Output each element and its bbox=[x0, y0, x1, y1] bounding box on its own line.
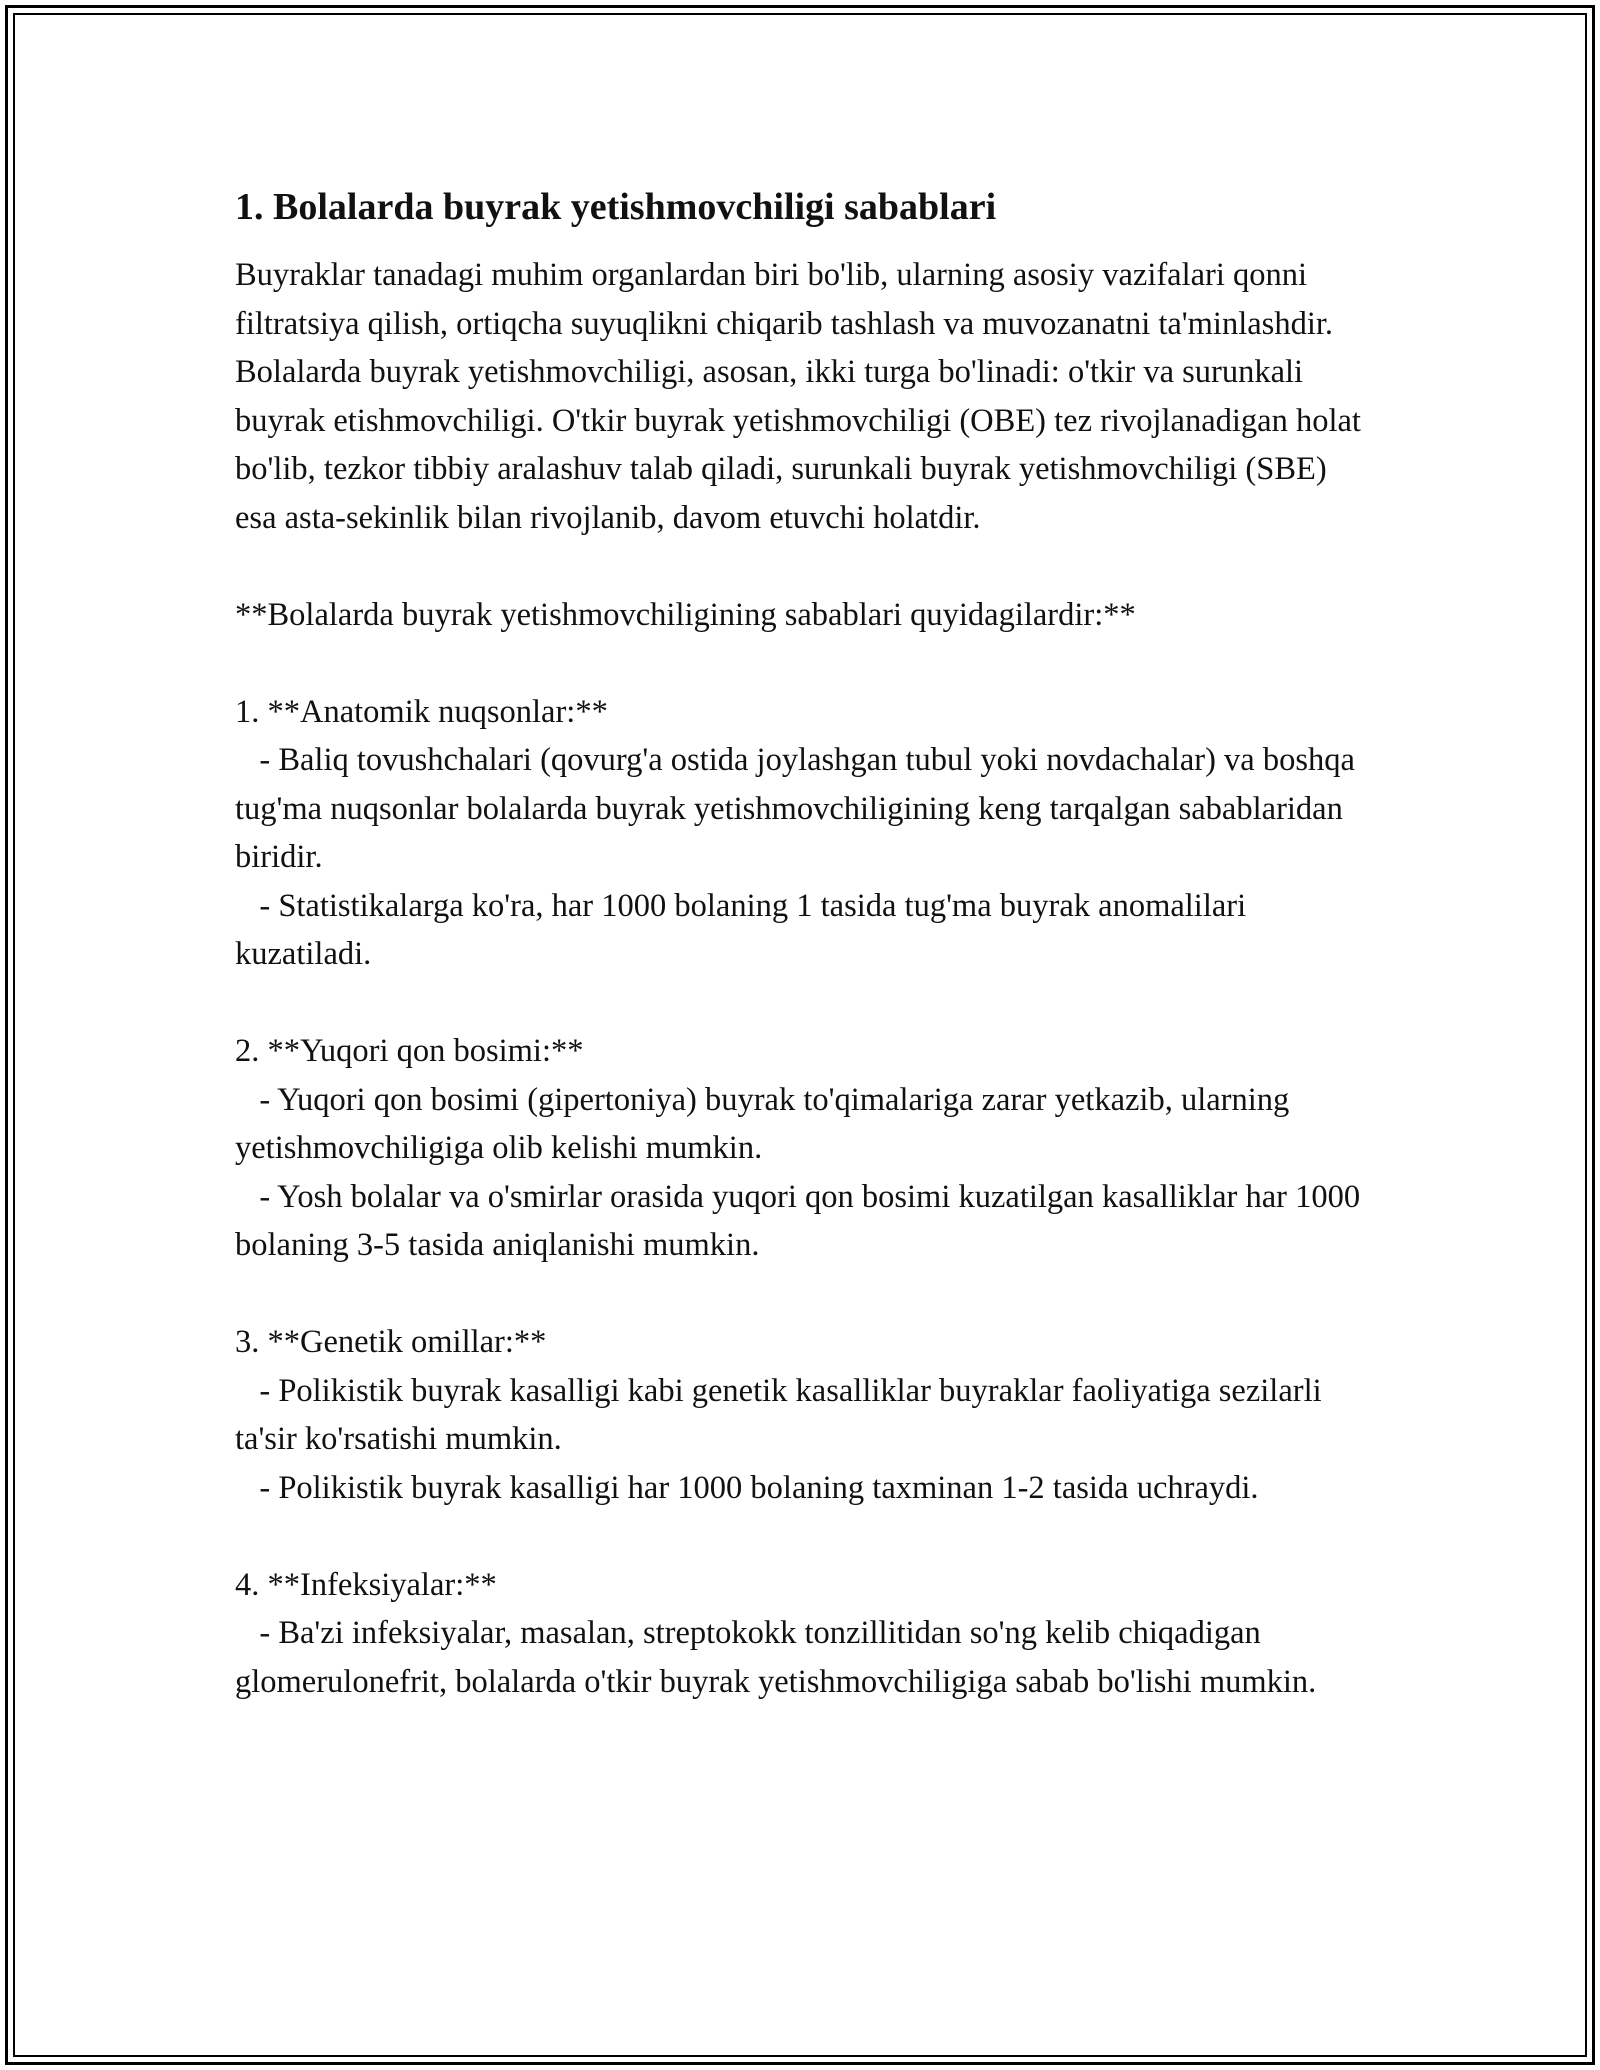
section-heading: 4. **Infeksiyalar:** bbox=[235, 1566, 497, 1603]
causes-heading: **Bolalarda buyrak yetishmovchiligining sabablari quyidagilardir:** bbox=[235, 596, 1136, 633]
section-heading: 3. **Genetik omillar:** bbox=[235, 1324, 547, 1360]
list-item: - Statistikalarga ko'ra, har 1000 bolaning 1 tasida tug'ma buyrak anomalilari kuzatiladi. bbox=[235, 887, 1255, 972]
section-anatomic bbox=[235, 688, 1365, 979]
list-item: - Baliq tovushchalari (qovurg'a ostida joylashgan tubul yoki novdachalar) va boshqa tug'ma nuqsonlar bolalarda buyrak yetishmovchiligining keng tarqalgan sabablaridan biridir. bbox=[235, 742, 1364, 875]
paragraph-gap bbox=[235, 1512, 1365, 1561]
list-item: - Yuqori qon bosimi (gipertoniya) buyrak to'qimalariga zarar yetkazib, ularning yetishmovchiligiga olib kelishi mumkin. bbox=[235, 1081, 1298, 1166]
list-item: - Polikistik buyrak kasalligi kabi genetik kasalliklar buyraklar faoliyatiga sezilarli ta'sir ko'rsatishi mumkin. bbox=[235, 1372, 1330, 1457]
paragraph-gap bbox=[235, 1270, 1365, 1319]
paragraph-gap bbox=[235, 542, 1365, 591]
paragraph-gap bbox=[235, 639, 1365, 688]
list-item: - Polikistik buyrak kasalligi har 1000 bolaning taxminan 1-2 tasida uchraydi. bbox=[259, 1469, 1259, 1506]
section-heading: 2. **Yuqori qon bosimi:** bbox=[235, 1033, 584, 1069]
intro-paragraph: Buyraklar tanadagi muhim organlardan biri bo'lib, ularning asosiy vazifalari qonni filtratsiya qilish, ortiqcha suyuqlikni chiqarib tashlash va muvozanatni ta'minlashdir. Bolalarda buyrak yetishmovchiligi, asosan, ikki turga bo'linadi: o'tkir va surunkali buyrak etishmovchiligi. O'tkir buyrak yetishmovchiligi (OBE) tez rivojlanadigan holat bo'lib, tezkor tibbiy aralashuv talab qiladi, surunkali buyrak yetishmovchiligi (SBE) esa asta-sekinlik bilan rivojlanib, davom etuvchi holatdir. bbox=[235, 257, 1370, 536]
page-title: 1. Bolalarda buyrak yetishmovchiligi sabablari bbox=[235, 186, 997, 228]
section-blood-pressure bbox=[235, 1027, 1369, 1270]
document-body bbox=[235, 183, 1370, 1706]
section-heading: 1. **Anatomik nuqsonlar:** bbox=[235, 693, 608, 730]
paragraph-gap bbox=[235, 979, 1365, 1028]
list-item: - Ba'zi infeksiyalar, masalan, streptokokk tonzillitidan so'ng kelib chiqadigan glomerulonefrit, bolalarda o'tkir buyrak yetishmovchiligiga sabab bo'lishi mumkin. bbox=[235, 1615, 1317, 1700]
section-genetic bbox=[235, 1318, 1365, 1512]
section-infections bbox=[235, 1561, 1365, 1707]
list-item: - Yosh bolalar va o'smirlar orasida yuqori qon bosimi kuzatilgan kasalliklar har 1000 bolaning 3-5 tasida aniqlanishi mumkin. bbox=[235, 1178, 1369, 1263]
